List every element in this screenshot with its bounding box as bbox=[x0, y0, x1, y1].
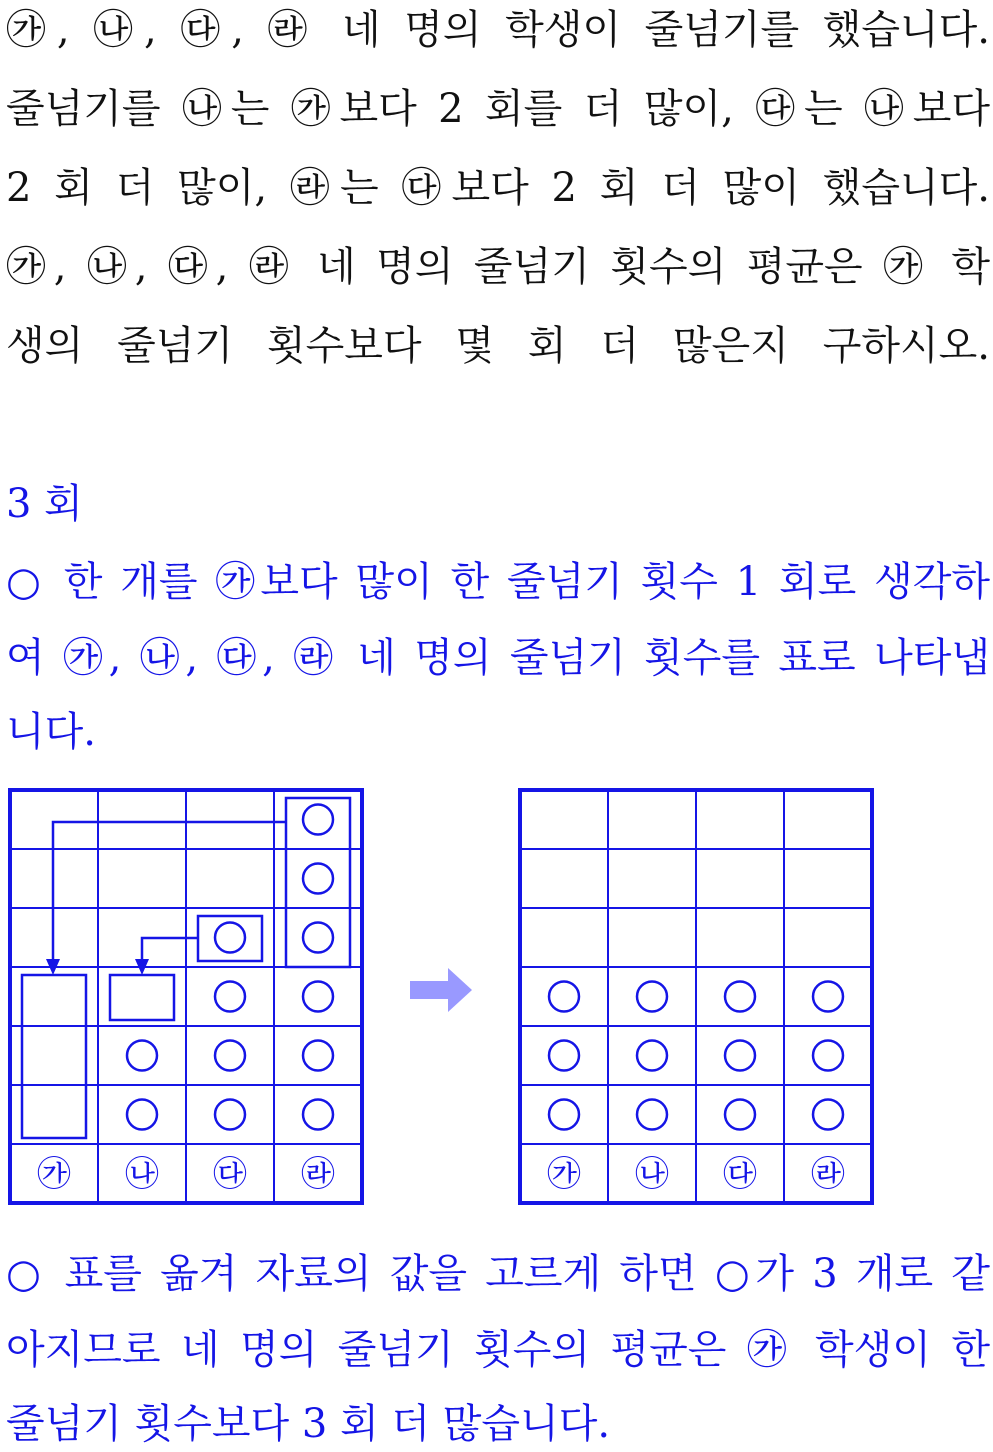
before-count-circle bbox=[215, 1100, 245, 1130]
before-count-circle bbox=[303, 864, 333, 894]
after-count-circle bbox=[549, 1041, 579, 1071]
before-count-circle bbox=[303, 805, 333, 835]
after-student-label: ㉯ bbox=[635, 1154, 669, 1195]
after-count-circle bbox=[813, 1041, 843, 1071]
after-count-circle bbox=[813, 982, 843, 1012]
question-line-3: 2 회 더 많이, ㉱는 ㉰보다 2 회 더 많이 했습니다. bbox=[6, 165, 990, 211]
after-count-circle bbox=[725, 1041, 755, 1071]
explanation-line-2: 여 ㉮, ㉯, ㉰, ㉱ 네 명의 줄넘기 횟수를 표로 나타냅 bbox=[6, 635, 990, 681]
conclusion-line-3: 줄넘기 횟수보다 3 회 더 많습니다. bbox=[6, 1401, 611, 1447]
before-student-label: ㉯ bbox=[125, 1154, 159, 1195]
before-count-circle bbox=[303, 923, 333, 953]
before-student-label: ㉰ bbox=[213, 1154, 247, 1195]
move-arrow-line bbox=[142, 938, 198, 963]
question-line-1: ㉮, ㉯, ㉰, ㉱ 네 명의 학생이 줄넘기를 했습니다. bbox=[6, 7, 990, 53]
moved-group-box bbox=[286, 798, 350, 967]
question-line-5: 생의 줄넘기 횟수보다 몇 회 더 많은지 구하시오. bbox=[6, 323, 990, 369]
before-count-circle bbox=[303, 1041, 333, 1071]
explanation-line-1: ○ 한 개를 ㉮보다 많이 한 줄넘기 횟수 1 회로 생각하 bbox=[6, 559, 990, 605]
conclusion-line-1: ○ 표를 옮겨 자료의 값을 고르게 하면 ○가 3 개로 같 bbox=[6, 1251, 990, 1297]
question-line-2: 줄넘기를 ㉯는 ㉮보다 2 회를 더 많이, ㉰는 ㉯보다 bbox=[6, 86, 990, 132]
after-count-circle bbox=[637, 982, 667, 1012]
before-student-label: ㉮ bbox=[37, 1154, 71, 1195]
after-count-circle bbox=[725, 1100, 755, 1130]
before-student-label: ㉱ bbox=[301, 1154, 335, 1195]
before-count-circle bbox=[127, 1100, 157, 1130]
transform-arrow-icon bbox=[410, 968, 472, 1012]
before-count-circle bbox=[303, 982, 333, 1012]
before-count-circle bbox=[215, 982, 245, 1012]
after-count-circle bbox=[637, 1100, 667, 1130]
answer-result: 3 회 bbox=[6, 481, 83, 527]
move-arrow-line bbox=[53, 822, 286, 963]
after-student-label: ㉱ bbox=[811, 1154, 845, 1195]
question-line-4: ㉮, ㉯, ㉰, ㉱ 네 명의 줄넘기 횟수의 평균은 ㉮ 학 bbox=[6, 244, 990, 290]
after-count-circle bbox=[549, 1100, 579, 1130]
after-student-label: ㉮ bbox=[547, 1154, 581, 1195]
count-table-diagram bbox=[0, 780, 993, 1220]
after-count-circle bbox=[637, 1041, 667, 1071]
before-count-circle bbox=[303, 1100, 333, 1130]
conclusion-line-2: 아지므로 네 명의 줄넘기 횟수의 평균은 ㉮ 학생이 한 bbox=[6, 1327, 990, 1373]
target-box bbox=[110, 975, 174, 1020]
before-count-circle bbox=[127, 1041, 157, 1071]
after-student-label: ㉰ bbox=[723, 1154, 757, 1195]
after-count-circle bbox=[549, 982, 579, 1012]
explanation-line-3: 니다. bbox=[6, 709, 96, 755]
target-box bbox=[22, 975, 86, 1138]
before-count-circle bbox=[215, 923, 245, 953]
after-count-circle bbox=[725, 982, 755, 1012]
after-count-circle bbox=[813, 1100, 843, 1130]
before-count-circle bbox=[215, 1041, 245, 1071]
